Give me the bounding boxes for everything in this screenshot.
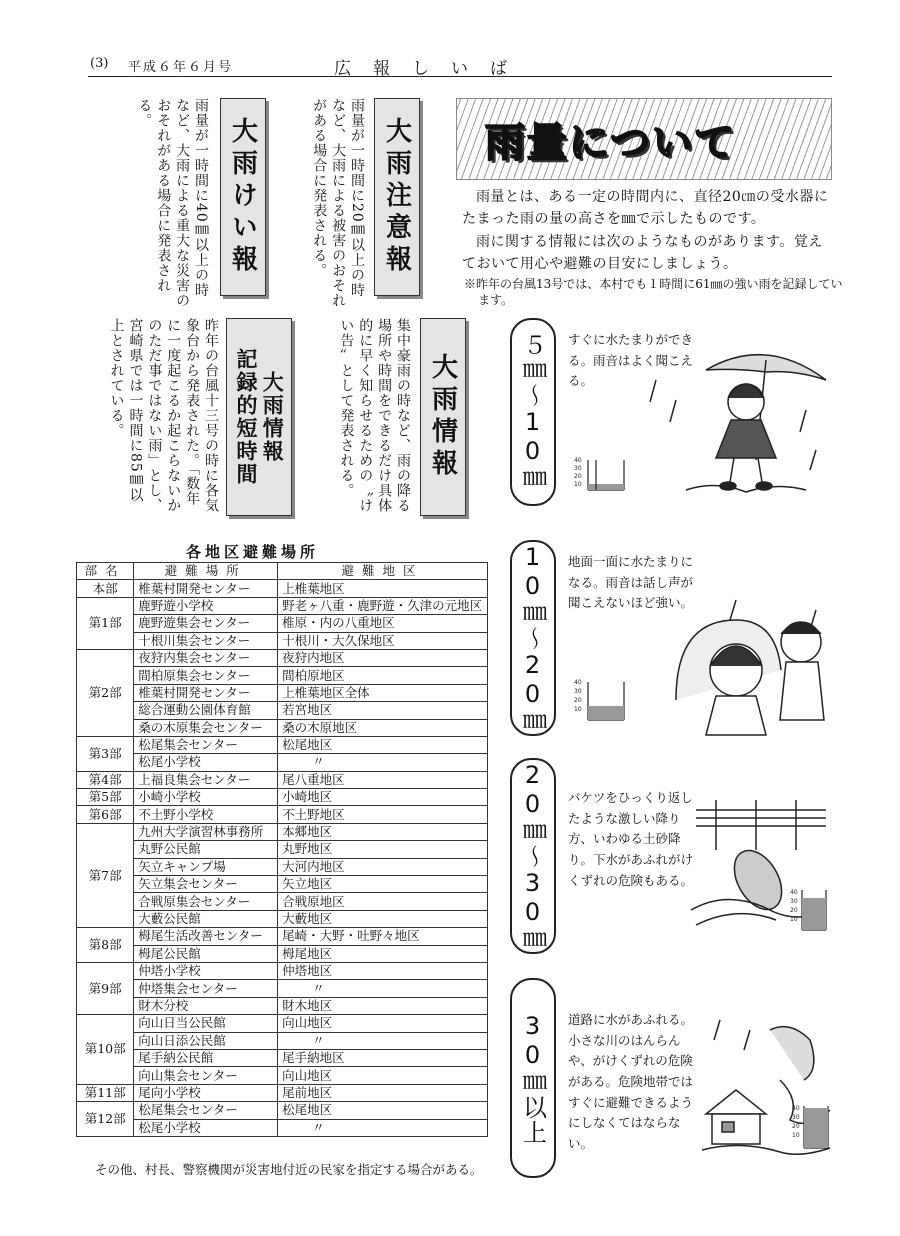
- intro-paragraph-1: 雨量とは、ある一定の時間内に、直径20㎝の受水器にたまった雨の量の高さを㎜で示したものです。: [462, 189, 829, 228]
- shelter-area-cell: 〃: [278, 1032, 488, 1049]
- shelter-area-cell: 大河内地区: [278, 858, 488, 875]
- shelter-name-cell: 仲塔集会センター: [134, 980, 278, 997]
- shelter-name-cell: 鹿野遊小学校: [134, 597, 278, 614]
- table-row: [77, 1032, 488, 1049]
- header-area: 避難地区: [278, 563, 488, 580]
- rain-level-4-desc: 道路に水があふれる。小さな川のはんらんや、がけくずれの危険がある。危険地帯ではすぐに避難できるようにしなくてはならない。: [568, 1012, 694, 1151]
- division-cell: 第6部: [77, 806, 134, 823]
- table-row: [77, 1102, 488, 1119]
- table-row: [77, 858, 488, 875]
- shelter-area-cell: 松尾地区: [278, 1102, 488, 1119]
- kiroku-title-line1: 記録的短時間: [234, 348, 258, 486]
- keiho-title-box: [220, 98, 266, 296]
- kiroku-body: 昨年の台風十三号の時に各気象台から発表された。「数年に一度起こるか起こらないかのただ事ではない雨」とし、宮崎県では一時間に85㎜以上とされている。: [108, 318, 219, 513]
- rain-level-4-pill: [510, 978, 556, 1178]
- shelter-table-header-row: [77, 563, 488, 580]
- rain-level-1-desc: すぐに水たまりができる。雨音はよく聞こえる。: [568, 332, 694, 389]
- shelter-name-cell: 尾向小学校: [134, 1084, 278, 1101]
- shelter-area-cell: 〃: [278, 980, 488, 997]
- division-cell: 第2部: [77, 649, 134, 736]
- gauge-tick-20: 20: [574, 473, 582, 480]
- shelter-name-cell: 向山日添公民館: [134, 1032, 278, 1049]
- shelter-area-cell: 財木地区: [278, 997, 488, 1014]
- shelter-name-cell: 不土野小学校: [134, 806, 278, 823]
- shelter-table-body: [77, 580, 488, 1137]
- table-row: [77, 754, 488, 771]
- table-row: [77, 928, 488, 945]
- girl-umbrella-illustration: [566, 340, 832, 500]
- gauge-tick-40: 40: [792, 1105, 800, 1112]
- shelter-name-cell: 大藪公民館: [134, 910, 278, 927]
- table-row: [77, 997, 488, 1014]
- shelter-area-cell: 合戦原地区: [278, 893, 488, 910]
- shelter-name-cell: 松尾小学校: [134, 1119, 278, 1136]
- shelter-name-cell: 向山集会センター: [134, 1067, 278, 1084]
- shelter-name-cell: 九州大学演習林事務所: [134, 823, 278, 840]
- shelter-name-cell: 十根川集会センター: [134, 632, 278, 649]
- division-cell: 第5部: [77, 789, 134, 806]
- typhoon-note: ※昨年の台風13号では、本村でも１時間に61㎜の強い雨を記録しています。: [464, 277, 843, 308]
- gauge-tick-40: 40: [574, 679, 582, 686]
- article-title: 雨量について: [485, 120, 737, 166]
- shelter-name-cell: 総合運動公園体育館: [134, 702, 278, 719]
- table-row: [77, 876, 488, 893]
- table-row: [77, 962, 488, 979]
- chuiho-title: 大雨注意報: [381, 117, 412, 277]
- table-row: [77, 910, 488, 927]
- shelter-area-cell: 尾八重地区: [278, 771, 488, 788]
- overflowing-gutter-illustration: [686, 790, 832, 940]
- table-row: [77, 893, 488, 910]
- shelter-name-cell: 矢立集会センター: [134, 876, 278, 893]
- table-row: [77, 823, 488, 840]
- table-row: [77, 632, 488, 649]
- shelter-name-cell: 財木分校: [134, 997, 278, 1014]
- shelter-area-cell: 大藪地区: [278, 910, 488, 927]
- house-landslide-illustration: [700, 1010, 832, 1160]
- shelter-name-cell: 間柏原集会センター: [134, 667, 278, 684]
- publication-title: 広報しいば: [334, 59, 529, 79]
- intro-paragraph-2: 雨に関する情報には次のようなものがあります。覚えておいて用心や避難の目安にしましょう。: [462, 233, 823, 273]
- shelter-name-cell: 仲塔小学校: [134, 962, 278, 979]
- table-row: [77, 597, 488, 614]
- table-row: [77, 1049, 488, 1066]
- shelter-table-title: 各地区避難場所: [186, 543, 320, 561]
- shelter-name-cell: 松尾小学校: [134, 754, 278, 771]
- kiroku-title-box: [226, 318, 292, 516]
- rain-level-3-desc: バケツをひっくり返したような激しい降り方、いわゆる土砂降り。下水があふれがけくずれの危険もある。: [568, 790, 694, 888]
- table-row: [77, 841, 488, 858]
- table-row: [77, 667, 488, 684]
- shelter-name-cell: 合戦原集会センター: [134, 893, 278, 910]
- shelter-name-cell: 向山日当公民館: [134, 1015, 278, 1032]
- keiho-title: 大雨けい報: [227, 117, 258, 277]
- shelter-area-cell: 松尾地区: [278, 736, 488, 753]
- rain-level-2-pill: [510, 540, 556, 736]
- division-cell: 第12部: [77, 1102, 134, 1137]
- table-row: [77, 945, 488, 962]
- rain-level-3-range: 20㎜〜30㎜: [518, 760, 547, 952]
- shelter-area-cell: 尾手納地区: [278, 1049, 488, 1066]
- shelter-area-cell: 上椎葉地区: [278, 580, 488, 597]
- header-bu: 部名: [77, 563, 134, 580]
- table-row: [77, 806, 488, 823]
- gauge-tick-40: 40: [574, 457, 582, 464]
- shelter-name-cell: 矢立キャンプ場: [134, 858, 278, 875]
- shelter-area-cell: 本郷地区: [278, 823, 488, 840]
- division-cell: 本部: [77, 580, 134, 597]
- table-row: [77, 1015, 488, 1032]
- shelter-area-cell: 〃: [278, 754, 488, 771]
- shelter-area-cell: 桑の木原地区: [278, 719, 488, 736]
- division-cell: 第8部: [77, 928, 134, 963]
- division-cell: 第1部: [77, 597, 134, 649]
- children-umbrella-illustration: [566, 590, 832, 740]
- shelter-area-cell: 小崎地区: [278, 789, 488, 806]
- rain-level-1-pill: [510, 318, 556, 506]
- shelter-name-cell: 尾手納公民館: [134, 1049, 278, 1066]
- division-cell: 第9部: [77, 962, 134, 1014]
- keiho-body: 雨量が一時間に40㎜以上の時など、大雨による重大な災害のおそれがある場合に発表される。: [136, 98, 209, 308]
- table-row: [77, 615, 488, 632]
- kiroku-title-line2: 大雨情報: [260, 371, 285, 463]
- table-row: [77, 1084, 488, 1101]
- table-row: [77, 736, 488, 753]
- shelter-area-cell: 間柏原地区: [278, 667, 488, 684]
- gauge-tick-10: 10: [790, 916, 798, 923]
- gauge-tick-10: 10: [792, 1132, 800, 1139]
- joho-body: 集中豪雨の時など、雨の降る場所や時間をできるだけ具体的に早く知らせるための〝けい告〟として発表される。: [338, 318, 411, 513]
- page-number: (3): [90, 56, 109, 71]
- table-row: [77, 789, 488, 806]
- shelter-name-cell: 椎葉村開発センター: [134, 580, 278, 597]
- shelter-area-cell: 不土野地区: [278, 806, 488, 823]
- gauge-tick-10: 10: [574, 706, 582, 713]
- shelter-name-cell: 鹿野遊集会センター: [134, 615, 278, 632]
- joho-title: 大雨情報: [427, 353, 458, 481]
- shelter-area-cell: 尾崎・大野・吐野々地区: [278, 928, 488, 945]
- shelter-name-cell: 松尾集会センター: [134, 1102, 278, 1119]
- shelter-name-cell: 小崎小学校: [134, 789, 278, 806]
- shelter-name-cell: 丸野公民館: [134, 841, 278, 858]
- table-row: [77, 649, 488, 666]
- shelter-area-cell: 向山地区: [278, 1067, 488, 1084]
- division-cell: 第10部: [77, 1015, 134, 1085]
- shelter-name-cell: 松尾集会センター: [134, 736, 278, 753]
- rain-level-1-range: ５㎜〜10㎜: [518, 333, 547, 491]
- shelter-area-cell: 尾前地区: [278, 1084, 488, 1101]
- table-row: [77, 1119, 488, 1136]
- division-cell: 第11部: [77, 1084, 134, 1101]
- joho-title-box: [420, 318, 466, 516]
- gauge-tick-40: 40: [790, 889, 798, 896]
- shelter-name-cell: 椎葉村開発センター: [134, 684, 278, 701]
- division-cell: 第4部: [77, 771, 134, 788]
- gauge-tick-20: 20: [790, 907, 798, 914]
- gauge-tick-30: 30: [574, 465, 582, 472]
- shelter-area-cell: 十根川・大久保地区: [278, 632, 488, 649]
- table-row: [77, 702, 488, 719]
- shelter-name-cell: 栂尾公民館: [134, 945, 278, 962]
- page-header: [88, 54, 832, 77]
- shelter-footnote: その他、村長、警察機関が災害地付近の民家を指定する場合がある。: [95, 1162, 483, 1177]
- division-cell: 第3部: [77, 736, 134, 771]
- gauge-tick-30: 30: [792, 1114, 800, 1121]
- article-intro: [462, 186, 834, 276]
- rain-level-2-desc: 地面一面に水たまりになる。雨音は話し声が聞こえないほど強い。: [568, 554, 694, 611]
- shelter-area-cell: 矢立地区: [278, 876, 488, 893]
- shelter-name-cell: 栂尾生活改善センター: [134, 928, 278, 945]
- shelter-area-cell: 向山地区: [278, 1015, 488, 1032]
- rain-level-2-range: 10㎜〜20㎜: [518, 542, 547, 734]
- shelter-area-cell: 夜狩内地区: [278, 649, 488, 666]
- shelter-table: [76, 562, 488, 1137]
- shelter-area-cell: 栂尾地区: [278, 945, 488, 962]
- table-row: [77, 771, 488, 788]
- header-shelter: 避難場所: [134, 563, 278, 580]
- chuiho-title-box: [374, 98, 420, 296]
- chuiho-body: 雨量が一時間に20㎜以上の時など、大雨による被害のおそれがある場合に発表される。: [311, 98, 365, 308]
- shelter-area-cell: 丸野地区: [278, 841, 488, 858]
- shelter-area-cell: 〃: [278, 1119, 488, 1136]
- gauge-tick-20: 20: [574, 697, 582, 704]
- article-banner: [456, 98, 832, 180]
- gauge-tick-20: 20: [792, 1123, 800, 1130]
- gauge-tick-10: 10: [574, 481, 582, 488]
- division-cell: 第7部: [77, 823, 134, 927]
- shelter-area-cell: 仲塔地区: [278, 962, 488, 979]
- gauge-tick-30: 30: [790, 898, 798, 905]
- table-row: [77, 980, 488, 997]
- gauge-tick-30: 30: [574, 688, 582, 695]
- rain-level-3-pill: [510, 758, 556, 954]
- table-row: [77, 719, 488, 736]
- shelter-area-cell: 椎原・内の八重地区: [278, 615, 488, 632]
- table-row: [77, 580, 488, 597]
- shelter-name-cell: 夜狩内集会センター: [134, 649, 278, 666]
- shelter-area-cell: 若宮地区: [278, 702, 488, 719]
- shelter-area-cell: 上椎葉地区全体: [278, 684, 488, 701]
- shelter-name-cell: 桑の木原集会センター: [134, 719, 278, 736]
- shelter-name-cell: 上福良集会センター: [134, 771, 278, 788]
- table-row: [77, 1067, 488, 1084]
- rain-level-4-range: 30㎜以上: [518, 1011, 547, 1145]
- table-row: [77, 684, 488, 701]
- issue-date: 平成６年６月号: [128, 60, 234, 75]
- shelter-area-cell: 野老ヶ八重・鹿野遊・久津の元地区: [278, 597, 488, 614]
